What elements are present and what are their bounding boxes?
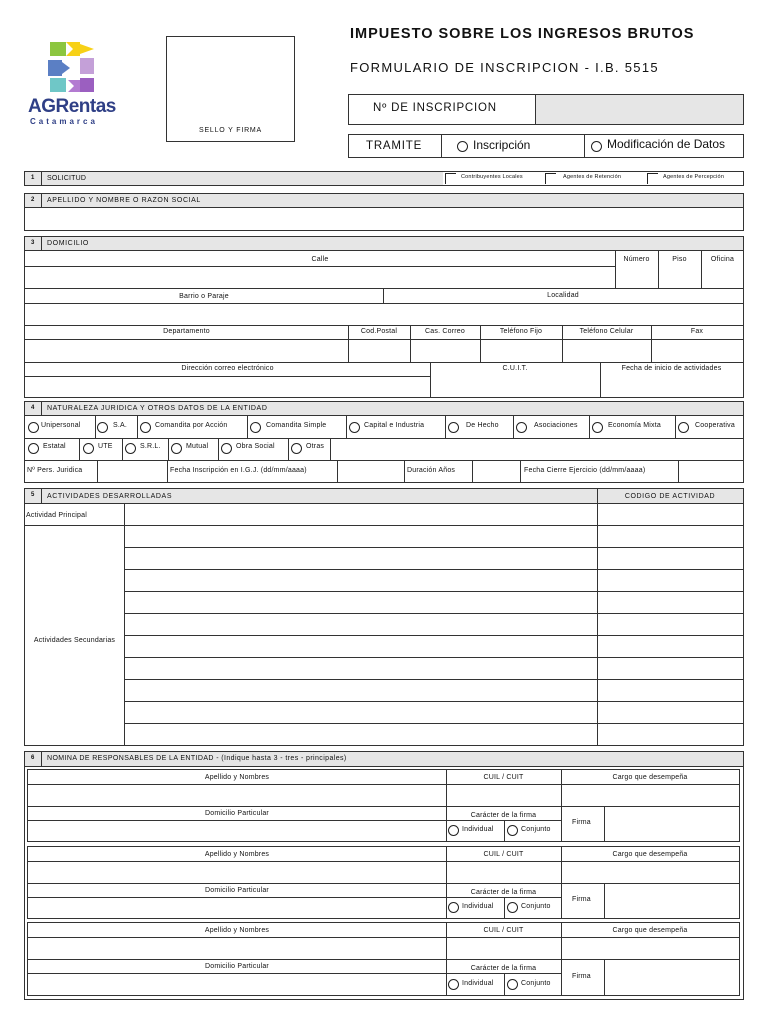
- section-3-header: [24, 236, 744, 251]
- firma-field[interactable]: [605, 807, 739, 841]
- barrio-label: Barrio o Paraje: [179, 293, 229, 300]
- calle-field[interactable]: [25, 267, 615, 288]
- apellido-nombres-field[interactable]: [28, 785, 446, 806]
- codigo-principal-field[interactable]: [598, 504, 743, 525]
- fecha-cierre-field[interactable]: [679, 461, 743, 482]
- contribuyentes-locales-label: Contribuyentes Locales: [461, 174, 523, 180]
- section-4-header: [24, 401, 744, 416]
- actividad-principal-label: Actividad Principal: [26, 512, 87, 519]
- domicilio-grid: [24, 250, 744, 398]
- individual-label: Individual: [462, 826, 494, 833]
- stamp-box[interactable]: [166, 36, 295, 142]
- section-2-title: APELLIDO Y NOMBRE O RAZON SOCIAL: [47, 197, 201, 204]
- cargo-field[interactable]: [562, 862, 739, 883]
- agentes-percepcion-checkbox[interactable]: [647, 173, 658, 184]
- domicilio-particular-label: Domicilio Particular: [205, 963, 269, 970]
- apellido-nombres-field[interactable]: [28, 862, 446, 883]
- calle-label: Calle: [311, 256, 329, 263]
- comandita-simple-label: Comandita Simple: [266, 422, 327, 429]
- capital-industria-label: Capital e Industria: [364, 422, 425, 429]
- cuit-label: C.U.I.T.: [502, 365, 528, 372]
- piso-field[interactable]: [659, 267, 701, 288]
- cod-postal-field[interactable]: [349, 340, 410, 362]
- agentes-retencion-label: Agentes de Retención: [563, 174, 622, 180]
- individual-radio[interactable]: [448, 979, 459, 990]
- stamp-label: SELLO Y FIRMA: [198, 127, 263, 134]
- cooperativa-label: Cooperativa: [695, 422, 735, 429]
- srl-label: S.R.L.: [140, 443, 161, 450]
- section-3-title: DOMICILIO: [47, 240, 89, 247]
- conjunto-radio[interactable]: [507, 902, 518, 913]
- form-title: IMPUESTO SOBRE LOS INGRESOS BRUTOS: [350, 26, 695, 42]
- tramite-label: TRAMITE: [366, 140, 423, 152]
- obra-social-label: Obra Social: [236, 443, 275, 450]
- individual-radio[interactable]: [448, 902, 459, 913]
- cuil-cuit-label: CUIL / CUIT: [483, 774, 524, 781]
- tel-fijo-field[interactable]: [481, 340, 562, 362]
- apellido-nombres-field[interactable]: [28, 938, 446, 959]
- conjunto-label: Conjunto: [521, 826, 551, 833]
- logo-subtitle: Catamarca: [30, 117, 98, 126]
- inscription-number-box: [348, 94, 744, 125]
- cargo-field[interactable]: [562, 938, 739, 959]
- fax-label: Fax: [690, 328, 704, 335]
- responsable-block-2: [27, 846, 740, 919]
- inscription-number-field[interactable]: [535, 95, 743, 124]
- actividades-grid: [24, 503, 744, 746]
- tel-fijo-label: Teléfono Fijo: [499, 328, 543, 335]
- departamento-label: Departamento: [163, 328, 210, 335]
- logo-mark-icon: [46, 40, 116, 96]
- conjunto-label: Conjunto: [521, 903, 551, 910]
- estatal-radio[interactable]: [28, 443, 39, 454]
- logo-name: AGRentas: [28, 96, 116, 117]
- section-5-title: ACTIVIDADES DESARROLLADAS: [47, 493, 173, 500]
- domicilio-particular-field[interactable]: [28, 821, 446, 841]
- caracter-firma-label: Carácter de la firma: [470, 889, 537, 896]
- actividades-secundarias-fields[interactable]: [125, 526, 743, 745]
- caracter-firma-label: Carácter de la firma: [470, 812, 537, 819]
- piso-label: Piso: [672, 256, 687, 263]
- form-subtitle: FORMULARIO DE INSCRIPCION - I.B. 5515: [350, 60, 659, 75]
- fecha-cierre-label: Fecha Cierre Ejercicio (dd/mm/aaaa): [524, 467, 646, 474]
- cuil-cuit-field[interactable]: [447, 938, 561, 959]
- responsable-block-1: [27, 769, 740, 842]
- tramite-inscripcion-radio[interactable]: [457, 141, 468, 152]
- section-3-number: 3: [31, 240, 35, 246]
- domicilio-particular-label: Domicilio Particular: [205, 887, 269, 894]
- individual-radio[interactable]: [448, 825, 459, 836]
- domicilio-particular-field[interactable]: [28, 974, 446, 995]
- cargo-field[interactable]: [562, 785, 739, 806]
- sa-radio[interactable]: [97, 422, 108, 433]
- departamento-field[interactable]: [25, 340, 348, 362]
- firma-field[interactable]: [605, 960, 739, 995]
- section-5-header: [24, 488, 744, 504]
- otras-radio[interactable]: [291, 443, 302, 454]
- agentes-retencion-checkbox[interactable]: [545, 173, 556, 184]
- actividad-principal-field[interactable]: [125, 504, 597, 525]
- section-2-header: [24, 193, 744, 208]
- capital-industria-radio[interactable]: [349, 422, 360, 433]
- section-1-title: SOLICITUD: [47, 175, 87, 182]
- asociaciones-radio[interactable]: [516, 422, 527, 433]
- de-hecho-label: De Hecho: [466, 422, 499, 429]
- apellido-nombres-label: Apellido y Nombres: [204, 927, 270, 934]
- individual-label: Individual: [462, 980, 494, 987]
- de-hecho-radio[interactable]: [448, 422, 459, 433]
- firma-label: Firma: [572, 819, 591, 826]
- ute-radio[interactable]: [83, 443, 94, 454]
- numero-label: Número: [623, 256, 650, 263]
- unipersonal-radio[interactable]: [28, 422, 39, 433]
- estatal-label: Estatal: [43, 443, 66, 450]
- email-field[interactable]: [25, 377, 430, 397]
- domicilio-particular-field[interactable]: [28, 898, 446, 918]
- comandita-accion-radio[interactable]: [140, 422, 151, 433]
- conjunto-radio[interactable]: [507, 979, 518, 990]
- inscription-number-label: Nº DE INSCRIPCION: [373, 102, 497, 114]
- tel-celular-label: Teléfono Celular: [579, 328, 634, 335]
- srl-radio[interactable]: [125, 443, 136, 454]
- cuil-cuit-field[interactable]: [447, 862, 561, 883]
- cas-correo-label: Cas. Correo: [425, 328, 465, 335]
- cargo-label: Cargo que desempeña: [612, 927, 688, 934]
- cuil-cuit-field[interactable]: [447, 785, 561, 806]
- responsable-block-3: [27, 922, 740, 996]
- section-6-number: 6: [31, 755, 35, 761]
- individual-label: Individual: [462, 903, 494, 910]
- otras-label: Otras: [306, 443, 325, 450]
- unipersonal-label: Unipersonal: [41, 422, 81, 429]
- comandita-accion-label: Comandita por Acción: [155, 422, 228, 429]
- apellido-nombres-label: Apellido y Nombres: [204, 774, 270, 781]
- economia-mixta-radio[interactable]: [592, 422, 603, 433]
- fecha-inicio-label: Fecha de inicio de actividades: [621, 365, 722, 372]
- section-6-header: [24, 751, 744, 767]
- section-4-title: NATURALEZA JURIDICA Y OTROS DATOS DE LA ENTIDAD: [47, 405, 268, 412]
- firma-label: Firma: [572, 973, 591, 980]
- tramite-modificacion-radio[interactable]: [591, 141, 602, 152]
- conjunto-label: Conjunto: [521, 980, 551, 987]
- cooperativa-radio[interactable]: [678, 422, 689, 433]
- section-1-solicitud: [24, 171, 744, 186]
- cuit-field[interactable]: [431, 376, 600, 397]
- apellido-nombres-label: Apellido y Nombres: [204, 851, 270, 858]
- localidad-label: Localidad: [547, 292, 579, 299]
- economia-mixta-label: Economía Mixta: [608, 422, 661, 429]
- fecha-igj-label: Fecha Inscripción en I.G.J. (dd/mm/aaaa): [170, 467, 307, 474]
- pers-juridica-label: Nº Pers. Juridica: [27, 467, 83, 474]
- firma-label: Firma: [572, 896, 591, 903]
- tel-celular-field[interactable]: [563, 340, 651, 362]
- cuil-cuit-label: CUIL / CUIT: [483, 927, 524, 934]
- cuil-cuit-label: CUIL / CUIT: [483, 851, 524, 858]
- codigo-actividad-label: CODIGO DE ACTIVIDAD: [624, 493, 716, 500]
- comandita-simple-radio[interactable]: [250, 422, 261, 433]
- razon-social-field[interactable]: [24, 207, 744, 231]
- email-label: Dirección correo electrónico: [181, 365, 274, 372]
- numero-field[interactable]: [616, 267, 658, 288]
- naturaleza-grid: [24, 415, 744, 483]
- fecha-igj-field[interactable]: [338, 461, 403, 482]
- section-6-title: NOMINA DE RESPONSABLES DE LA ENTIDAD - (Indique hasta 3 - tres - principales): [47, 755, 347, 762]
- section-5-number: 5: [31, 492, 35, 498]
- sa-label: S.A.: [113, 422, 128, 429]
- domicilio-particular-label: Domicilio Particular: [205, 810, 269, 817]
- fecha-inicio-field[interactable]: [601, 376, 743, 397]
- ute-label: UTE: [98, 443, 113, 450]
- contribuyentes-locales-checkbox[interactable]: [445, 173, 456, 184]
- agentes-percepcion-label: Agentes de Percepción: [663, 174, 725, 180]
- cas-correo-field[interactable]: [411, 340, 480, 362]
- duracion-label: Duración Años: [407, 467, 456, 474]
- section-4-number: 4: [31, 405, 35, 411]
- cargo-label: Cargo que desempeña: [612, 851, 688, 858]
- cargo-label: Cargo que desempeña: [612, 774, 688, 781]
- duracion-field[interactable]: [473, 461, 519, 482]
- pers-juridica-field[interactable]: [98, 461, 166, 482]
- obra-social-radio[interactable]: [221, 443, 232, 454]
- asociaciones-label: Asociaciones: [534, 422, 578, 429]
- tramite-modificacion-label: Modificación de Datos: [607, 137, 726, 151]
- section-2-number: 2: [31, 197, 35, 203]
- oficina-label: Oficina: [710, 256, 735, 263]
- caracter-firma-label: Carácter de la firma: [470, 965, 537, 972]
- tramite-box: [348, 134, 744, 158]
- actividades-secundarias-label: Actividades Secundarias: [33, 637, 116, 644]
- localidad-field[interactable]: [384, 304, 743, 325]
- firma-field[interactable]: [605, 884, 739, 918]
- conjunto-radio[interactable]: [507, 825, 518, 836]
- logo: [24, 38, 124, 130]
- tramite-inscripcion-label: Inscripción: [473, 138, 531, 152]
- section-1-number: 1: [31, 175, 35, 181]
- mutual-label: Mutual: [186, 443, 209, 450]
- cod-postal-label: Cod.Postal: [360, 328, 398, 335]
- fax-field[interactable]: [652, 340, 743, 362]
- barrio-field[interactable]: [25, 304, 383, 325]
- oficina-field[interactable]: [702, 267, 744, 288]
- mutual-radio[interactable]: [171, 443, 182, 454]
